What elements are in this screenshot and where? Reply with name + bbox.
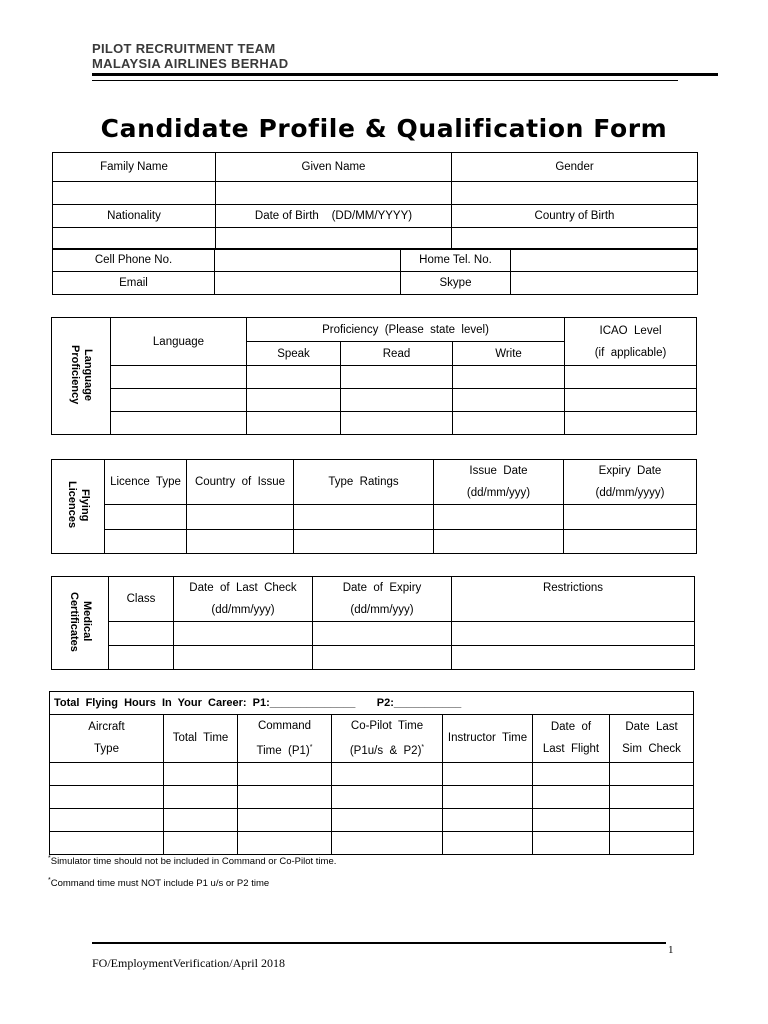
label-gender: Gender xyxy=(452,153,698,182)
field-last-flight[interactable] xyxy=(533,762,610,785)
total-flying-hours: Total Flying Hours In Your Career: P1:______________ P2:___________ xyxy=(50,692,694,715)
col-speak: Speak xyxy=(247,342,341,366)
col-issue-date: Issue Date (dd/mm/yyy) xyxy=(434,460,564,505)
col-type-ratings: Type Ratings xyxy=(294,460,434,505)
field-issue-date[interactable] xyxy=(434,530,564,554)
medical-table xyxy=(51,576,695,670)
field-licence-type[interactable] xyxy=(105,505,187,530)
col-date-of-expiry: Date of Expiry (dd/mm/yyy) xyxy=(313,577,452,622)
field-given-name[interactable] xyxy=(216,182,452,205)
col-licence-type: Licence Type xyxy=(105,460,187,505)
field-speak[interactable] xyxy=(247,389,341,412)
field-last-check[interactable] xyxy=(174,646,313,670)
field-expiry-date[interactable] xyxy=(564,530,697,554)
field-instructor-time[interactable] xyxy=(443,785,533,808)
col-copilot-time: Co-Pilot Time (P1u/s & P2)* xyxy=(332,715,443,763)
field-command-time[interactable] xyxy=(238,785,332,808)
field-issue-date[interactable] xyxy=(434,505,564,530)
col-language: Language xyxy=(111,318,247,366)
field-expiry-date[interactable] xyxy=(564,505,697,530)
field-date-of-expiry[interactable] xyxy=(313,622,452,646)
field-speak[interactable] xyxy=(247,366,341,389)
contact-table xyxy=(52,248,698,295)
col-expiry-date: Expiry Date (dd/mm/yyyy) xyxy=(564,460,697,505)
field-read[interactable] xyxy=(341,366,453,389)
label-family-name: Family Name xyxy=(53,153,216,182)
licences-table xyxy=(51,459,697,554)
field-aircraft-type[interactable] xyxy=(50,831,164,854)
field-aircraft-type[interactable] xyxy=(50,785,164,808)
col-last-flight: Date of Last Flight xyxy=(533,715,610,763)
medical-section-label: Medical Certificates xyxy=(52,577,109,670)
label-skype: Skype xyxy=(401,272,511,295)
field-family-name[interactable] xyxy=(53,182,216,205)
field-skype[interactable] xyxy=(511,272,698,295)
field-last-flight[interactable] xyxy=(533,831,610,854)
field-total-time[interactable] xyxy=(164,808,238,831)
field-date-of-expiry[interactable] xyxy=(313,646,452,670)
field-copilot-time[interactable] xyxy=(332,831,443,854)
label-cell-phone: Cell Phone No. xyxy=(53,249,215,272)
field-icao[interactable] xyxy=(565,412,697,435)
field-licence-type[interactable] xyxy=(105,530,187,554)
field-language[interactable] xyxy=(111,389,247,412)
col-proficiency: Proficiency (Please state level) xyxy=(247,318,565,342)
label-dob: Date of Birth (DD/MM/YYYY) xyxy=(216,205,452,228)
field-class[interactable] xyxy=(109,646,174,670)
field-instructor-time[interactable] xyxy=(443,808,533,831)
field-country-of-birth[interactable] xyxy=(452,228,698,250)
field-language[interactable] xyxy=(111,412,247,435)
field-sim-check[interactable] xyxy=(610,785,694,808)
col-restrictions: Restrictions xyxy=(452,577,695,622)
field-copilot-time[interactable] xyxy=(332,808,443,831)
field-email[interactable] xyxy=(215,272,401,295)
field-command-time[interactable] xyxy=(238,831,332,854)
field-read[interactable] xyxy=(341,412,453,435)
field-restrictions[interactable] xyxy=(452,622,695,646)
col-sim-check: Date Last Sim Check xyxy=(610,715,694,763)
licences-section-label: Flying Licences xyxy=(52,460,105,554)
language-section-label: Language Proficiency xyxy=(52,318,111,435)
label-given-name: Given Name xyxy=(216,153,452,182)
field-nationality[interactable] xyxy=(53,228,216,250)
note-command: *Command time must NOT include P1 u/s or P2 time xyxy=(48,877,270,890)
field-instructor-time[interactable] xyxy=(443,831,533,854)
field-instructor-time[interactable] xyxy=(443,762,533,785)
field-read[interactable] xyxy=(341,389,453,412)
label-country-of-birth: Country of Birth xyxy=(452,205,698,228)
col-read: Read xyxy=(341,342,453,366)
field-aircraft-type[interactable] xyxy=(50,808,164,831)
field-total-time[interactable] xyxy=(164,831,238,854)
field-copilot-time[interactable] xyxy=(332,762,443,785)
field-type-ratings[interactable] xyxy=(294,505,434,530)
field-cell-phone[interactable] xyxy=(215,249,401,272)
col-aircraft-type: Aircraft Type xyxy=(50,715,164,763)
col-write: Write xyxy=(453,342,565,366)
language-table xyxy=(51,317,697,435)
field-country-of-issue[interactable] xyxy=(187,505,294,530)
field-home-tel[interactable] xyxy=(511,249,698,272)
field-type-ratings[interactable] xyxy=(294,530,434,554)
field-restrictions[interactable] xyxy=(452,646,695,670)
col-class: Class xyxy=(109,577,174,622)
field-total-time[interactable] xyxy=(164,785,238,808)
form-title: Candidate Profile & Qualification Form xyxy=(100,114,668,143)
note-simulator: *Simulator time should not be included in Command or Co-Pilot time. xyxy=(48,855,337,868)
header-rule-thin xyxy=(92,80,678,81)
field-aircraft-type[interactable] xyxy=(50,762,164,785)
field-icao[interactable] xyxy=(565,389,697,412)
field-command-time[interactable] xyxy=(238,762,332,785)
field-country-of-issue[interactable] xyxy=(187,530,294,554)
field-language[interactable] xyxy=(111,366,247,389)
header-rule-thick xyxy=(92,73,718,76)
field-last-flight[interactable] xyxy=(533,808,610,831)
field-last-flight[interactable] xyxy=(533,785,610,808)
header-team: PILOT RECRUITMENT TEAM xyxy=(92,41,276,56)
col-country-of-issue: Country of Issue xyxy=(187,460,294,505)
field-write[interactable] xyxy=(453,389,565,412)
col-instructor-time: Instructor Time xyxy=(443,715,533,763)
field-copilot-time[interactable] xyxy=(332,785,443,808)
personal-table xyxy=(52,152,698,250)
col-last-check: Date of Last Check (dd/mm/yyy) xyxy=(174,577,313,622)
field-class[interactable] xyxy=(109,622,174,646)
field-gender[interactable] xyxy=(452,182,698,205)
hours-table xyxy=(49,691,694,855)
page-number: 1 xyxy=(668,944,674,956)
field-write[interactable] xyxy=(453,366,565,389)
field-sim-check[interactable] xyxy=(610,831,694,854)
field-last-check[interactable] xyxy=(174,622,313,646)
field-speak[interactable] xyxy=(247,412,341,435)
field-icao[interactable] xyxy=(565,366,697,389)
field-write[interactable] xyxy=(453,412,565,435)
footer-text: FO/EmploymentVerification/April 2018 xyxy=(92,956,285,970)
label-email: Email xyxy=(53,272,215,295)
footer-rule xyxy=(92,942,666,944)
header-company: MALAYSIA AIRLINES BERHAD xyxy=(92,56,289,71)
field-total-time[interactable] xyxy=(164,762,238,785)
field-command-time[interactable] xyxy=(238,808,332,831)
label-home-tel: Home Tel. No. xyxy=(401,249,511,272)
col-total-time: Total Time xyxy=(164,715,238,763)
col-command-time: Command Time (P1)* xyxy=(238,715,332,763)
field-dob[interactable] xyxy=(216,228,452,250)
label-nationality: Nationality xyxy=(53,205,216,228)
field-sim-check[interactable] xyxy=(610,762,694,785)
field-sim-check[interactable] xyxy=(610,808,694,831)
col-icao-level: ICAO Level (if applicable) xyxy=(565,318,697,366)
